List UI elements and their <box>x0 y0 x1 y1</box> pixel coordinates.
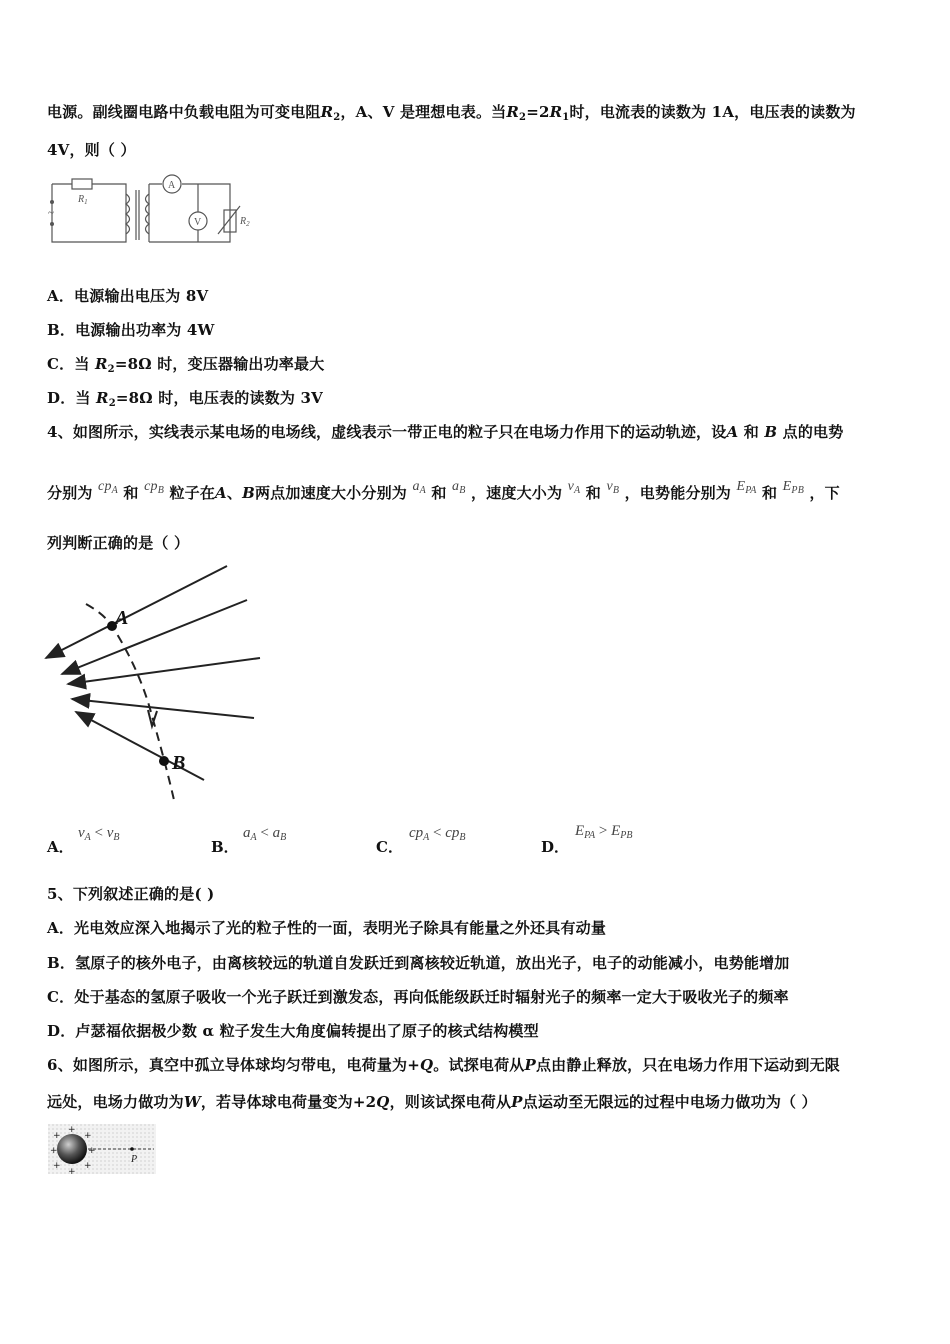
svg-text:+: + <box>53 1131 61 1141</box>
svg-text:+: + <box>68 1125 76 1135</box>
r2-label: $R_2$ <box>240 216 250 228</box>
q6-stem-line2: 远处，电场力做功为W，若导体球电荷量变为+2Q，则该试探电荷从P点运动至无限远的过程中电场力做功为（ ） <box>47 1093 817 1111</box>
vel-a: $v_A$ <box>567 479 581 496</box>
q6-stem-line1: 6、如图所示，真空中孤立导体球均匀带电，电荷量为+Q。试探电荷从P点由静止释放，只在电场力作用下运动到无限 <box>47 1056 840 1074</box>
q4-option-d[interactable]: $E_{PA} > E_{PB}$ <box>575 823 633 841</box>
field-line-4 <box>72 699 254 718</box>
q4-stem-line1: 4、如图所示，实线表示某电场的电场线，虚线表示一带正电的粒子只在电场力作用下的运动轨迹，设A 和 B 点的电势 <box>47 423 844 441</box>
q3-stem-line2: 4V，则（ ） <box>47 141 136 159</box>
q4-option-d-key[interactable]: D． <box>541 838 570 856</box>
acc-b: $a_B$ <box>452 479 466 496</box>
conductor-sphere <box>57 1134 87 1164</box>
q3-option-b[interactable]: B．电源输出功率为 4W <box>47 321 215 339</box>
acc-a: $a_A$ <box>412 479 426 496</box>
ep-b: $E_{PB}$ <box>782 479 805 496</box>
svg-text:+: + <box>68 1167 76 1174</box>
svg-text:+: + <box>84 1161 92 1171</box>
svg-text:+: + <box>53 1161 61 1171</box>
q5-option-b[interactable]: B．氢原子的核外电子，由离核较远的轨道自发跃迁到离核较近轨道，放出光子，电子的动能减小，电势能增加 <box>47 954 790 972</box>
charged-sphere-figure <box>48 1124 156 1174</box>
q5-title: 5、下列叙述正确的是( ) <box>47 885 215 903</box>
vel-b: $v_B$ <box>606 479 620 496</box>
q5-option-c[interactable]: C．处于基态的氢原子吸收一个光子跃迁到激发态，再向低能级跃迁时辐射光子的频率一定大于吸收光子的频率 <box>47 988 789 1006</box>
r1-label: $R_1$ <box>78 194 88 206</box>
point-a-label: A <box>115 607 129 629</box>
q4-option-a-key[interactable]: A． <box>47 838 74 856</box>
ep-a: $E_{PA}$ <box>736 479 757 496</box>
voltmeter-label: V <box>194 217 202 228</box>
q4-option-b-key[interactable]: B． <box>211 838 239 856</box>
q5-option-d[interactable]: D．卢瑟福依据极少数 α 粒子发生大角度偏转提出了原子的核式结构模型 <box>47 1022 539 1040</box>
q4-stem-line3: 列判断正确的是（ ） <box>47 534 190 552</box>
q4-option-b[interactable]: $a_A < a_B$ <box>243 825 287 843</box>
point-p <box>130 1147 134 1151</box>
transformer-circuit-figure <box>44 172 259 254</box>
point-b <box>159 756 169 766</box>
svg-text:+: + <box>84 1131 92 1141</box>
point-p-label: P <box>131 1154 138 1165</box>
q5-option-a[interactable]: A．光电效应深入地揭示了光的粒子性的一面，表明光子除具有能量之外还具有动量 <box>47 919 607 937</box>
q3-option-a[interactable]: A．电源输出电压为 8V <box>47 287 209 305</box>
field-line-3 <box>68 658 260 684</box>
q4-option-a[interactable]: $v_A < v_B$ <box>78 825 120 843</box>
q4-option-c-key[interactable]: C． <box>376 838 403 856</box>
svg-text:+: + <box>88 1146 96 1156</box>
svg-text:+: + <box>50 1146 58 1156</box>
point-b-label: B <box>172 752 186 774</box>
electric-field-figure <box>40 560 270 805</box>
ammeter-label: A <box>168 180 176 191</box>
phi-b: $cp_B$ <box>144 479 164 496</box>
q4-option-c[interactable]: $cp_A < cp_B$ <box>409 825 466 843</box>
svg-text:~: ~ <box>48 207 54 219</box>
q3-stem-line1: 电源。副线圈电路中负载电阻为可变电阻$R_2$，A、V 是理想电表。当$R_2=2R_1$时，电流表的读数为 1A，电压表的读数为 <box>47 103 856 123</box>
q4-stem-line2: 分别为 $cp_A$ 和 $cp_B$ 粒子在A、B两点加速度大小分别为 $a_A$ 和 $a_B$ ，速度大小为 $v_A$ 和 $v_B$ ，电势能分别为 $E_{PA}$ 和 $E_{PB}$ ，下 <box>47 479 840 502</box>
q3-option-d[interactable]: D．当 $R_2=8\Omega$ 时，电压表的读数为 3V <box>47 389 323 409</box>
q3-option-c[interactable]: C．当 $R_2=8\Omega$ 时，变压器输出功率最大 <box>47 355 325 375</box>
phi-a: $cp_A$ <box>98 479 118 496</box>
